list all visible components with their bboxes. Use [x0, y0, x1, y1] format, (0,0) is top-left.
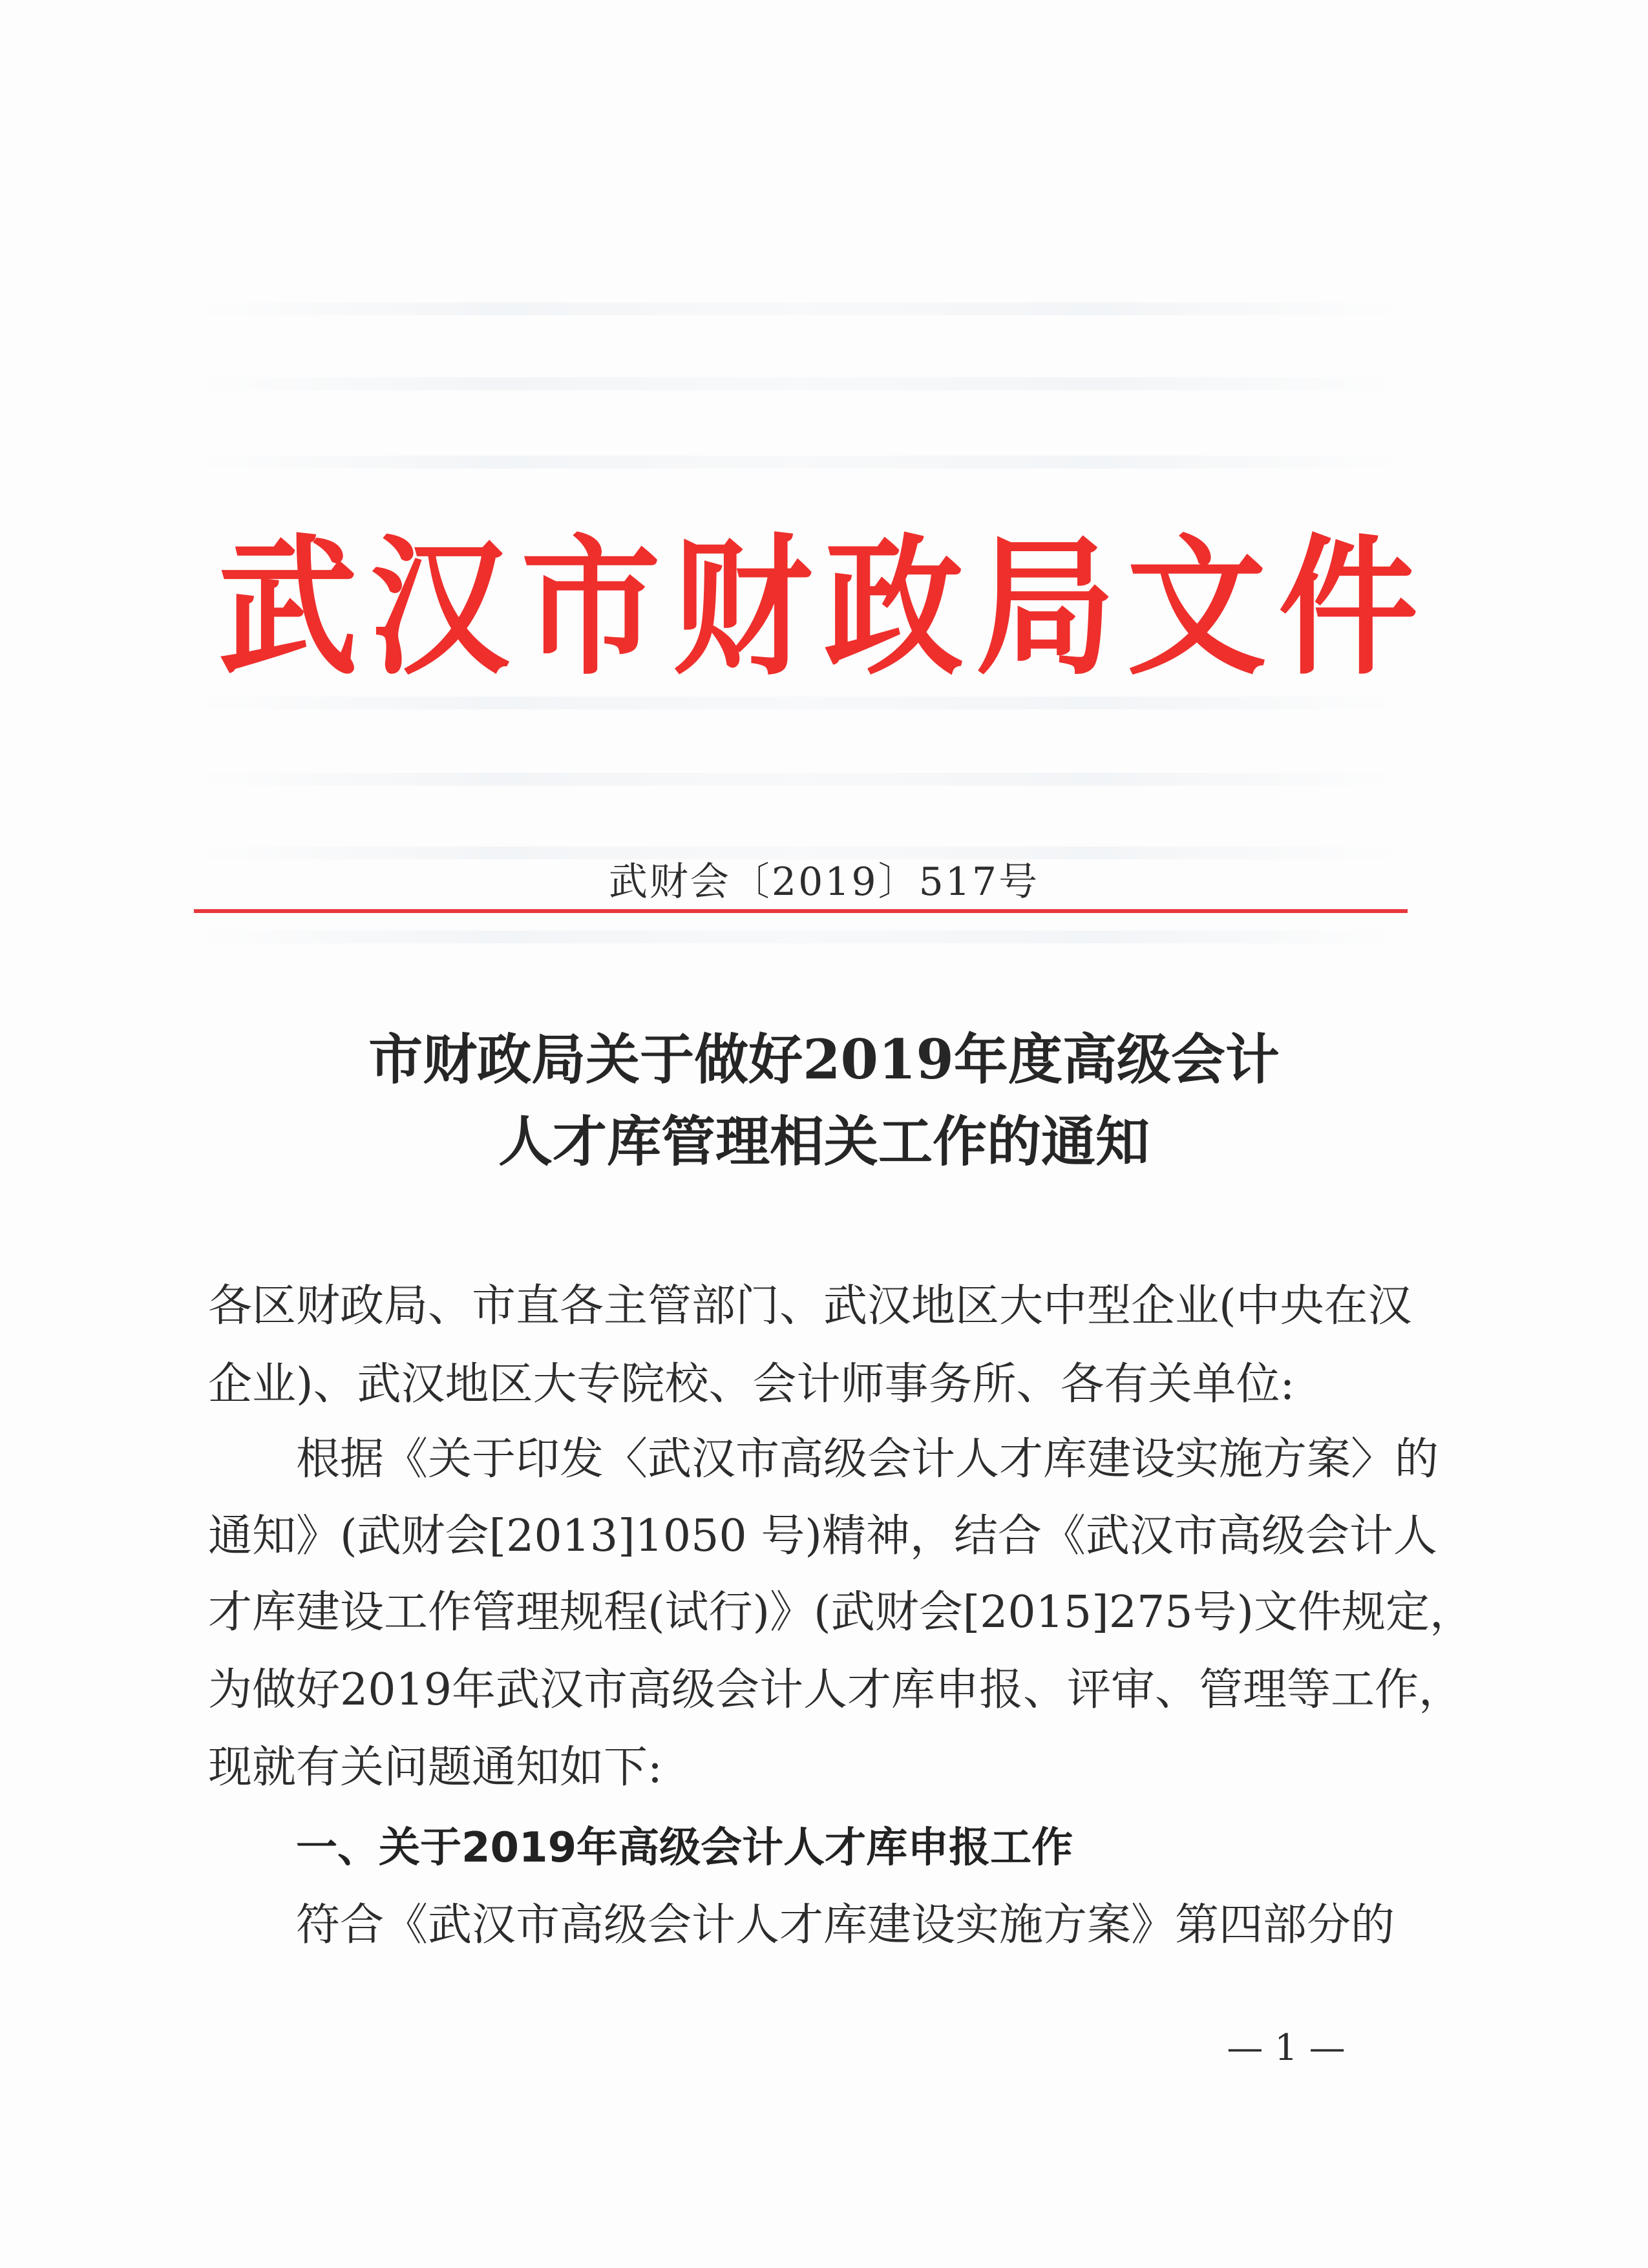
show-through-stripe [194, 930, 1402, 943]
show-through-stripe [194, 377, 1402, 390]
header-divider [194, 909, 1408, 913]
paragraph-1-line-5: 现就有关问题通知如下: [208, 1742, 662, 1793]
notice-title-line-1: 市财政局关于做好2019年度高级会计 [368, 1027, 1280, 1091]
document-number: 武财会〔2019〕517号 [608, 859, 1040, 905]
addressee-line-1: 各区财政局、市直各主管部门、武汉地区大中型企业(中央在汉 [208, 1281, 1412, 1332]
paragraph-1-line-3: 才库建设工作管理规程(试行)》(武财会[2015]275号)文件规定， [208, 1587, 1474, 1638]
show-through-stripe [194, 302, 1402, 315]
notice-title-line-2: 人才库管理相关工作的通知 [498, 1109, 1150, 1173]
addressee-line-2: 企业)、武汉地区大专院校、会计师事务所、各有关单位: [208, 1359, 1295, 1410]
page-number: — 1 — [1227, 2027, 1346, 2069]
section-1-heading: 一、关于2019年高级会计人才库申报工作 [296, 1824, 1073, 1872]
paragraph-1-line-2: 通知》(武财会[2013]1050 号)精神，结合《武汉市高级会计人 [208, 1511, 1437, 1562]
section-1-line-1: 符合《武汉市高级会计人才库建设实施方案》第四部分的 [296, 1900, 1395, 1951]
show-through-stripe [194, 456, 1402, 468]
paragraph-1-line-4: 为做好2019年武汉市高级会计人才库申报、评审、管理等工作， [208, 1664, 1463, 1716]
show-through-stripe [194, 773, 1402, 786]
paragraph-1-line-1: 根据《关于印发〈武汉市高级会计人才库建设实施方案〉的 [296, 1434, 1439, 1485]
issuer-header: 武汉市财政局文件 [218, 519, 1430, 695]
